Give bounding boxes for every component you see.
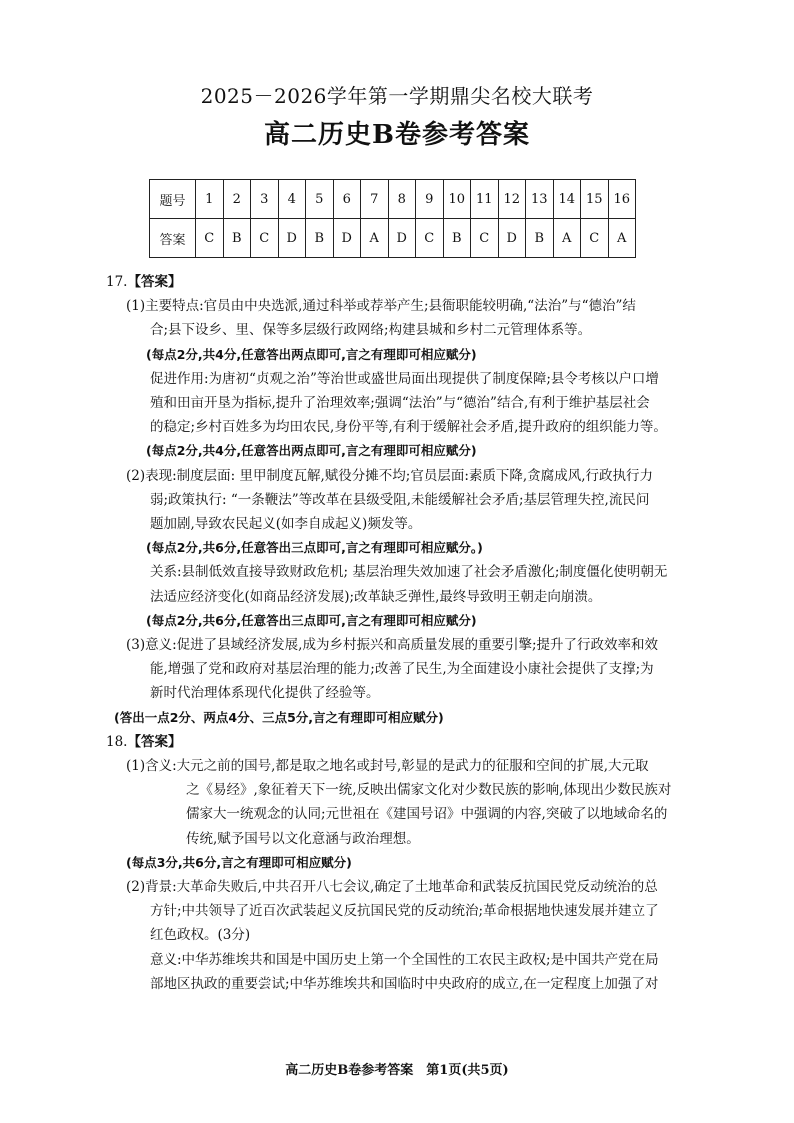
answer-body [106, 270, 696, 996]
question-number-cell: 12 [498, 180, 526, 219]
q18-part1-line: 之《易经》,象征着天下一统,反映出儒家文化对少数民族的影响,体现出少数民族对 [186, 782, 672, 799]
answer-label: 【答案】 [127, 274, 182, 290]
scoring-note: (答出一点2分、两点4分、三点5分,言之有理即可相应赋分) [114, 709, 444, 725]
scoring-note: (每点3分,共6分,言之有理即可相应赋分) [126, 854, 352, 870]
answer-cell: A [361, 219, 389, 258]
table-row-answers [150, 219, 636, 258]
q18-part1-line: 传统,赋予国号以文化意涵与政治理想。 [186, 830, 420, 847]
question-number-cell: 10 [443, 180, 471, 219]
q18-part2-line: 红色政权。(3分) [150, 927, 251, 944]
q17-part2b-line: 关系:县制低效直接导致财政危机; 基层治理失效加速了社会矛盾激化;制度僵化使明朝无 [150, 564, 668, 581]
question-number-cell: 9 [416, 180, 444, 219]
answer-cell: D [278, 219, 306, 258]
question-number-cell: 15 [581, 180, 609, 219]
question-number-cell: 14 [553, 180, 581, 219]
document-title: 高二历史B卷参考答案 [264, 120, 530, 150]
q17-part1-line: 合;县下设乡、里、保等多层级行政网络;构建县城和乡村二元管理体系等。 [150, 322, 592, 339]
q17-part2-line: (2)表现:制度层面: 里甲制度瓦解,赋役分摊不均;官员层面:素质下降,贪腐成风,行政执行力 [126, 467, 653, 484]
q17-part1b-line: 促进作用:为唐初“贞观之治”等治世或盛世局面出现提供了制度保障;县令考核以户口增 [150, 370, 659, 387]
answer-table [149, 179, 636, 258]
q18-part1-line: 儒家大一统观念的认同;元世祖在《建国号诏》中强调的内容,突破了以地域命名的 [186, 806, 668, 823]
question-number-cell: 11 [471, 180, 499, 219]
answer-cell: D [388, 219, 416, 258]
q17-part2-line: 弱;政策执行: “一条鞭法”等改革在县级受阻,未能缓解社会矛盾;基层管理失控,流民问 [150, 491, 650, 508]
answer-cell: B [223, 219, 251, 258]
q18-part2-line: 方针;中共领导了近百次武装起义反抗国民党的反动统治;革命根据地快速发展并建立了 [150, 903, 659, 920]
question-number-cell: 16 [608, 180, 636, 219]
q17-part3-line: 能,增强了党和政府对基层治理的能力;改善了民生,为全面建设小康社会提供了支撑;为 [150, 661, 654, 678]
scoring-note: (每点2分,共6分,任意答出三点即可,言之有理即可相应赋分) [146, 612, 477, 628]
q17-part1-line: (1)主要特点:官员由中央选派,通过科举或荐举产生;县衙职能较明确,“法治”与“德治”结 [126, 298, 636, 315]
question-number-cell: 5 [306, 180, 334, 219]
answer-cell: B [526, 219, 554, 258]
answer-cell: B [306, 219, 334, 258]
question-number-cell: 1 [196, 180, 224, 219]
table-header-cell: 答案 [150, 219, 196, 258]
answer-cell: C [416, 219, 444, 258]
answer-label: 【答案】 [127, 733, 182, 750]
q17-part3-line: 新时代治理体系现代化提供了经验等。 [150, 685, 380, 702]
q18-part2b-line: 部地区执政的重要尝试;中华苏维埃共和国临时中央政府的成立,在一定程度上加强了对 [150, 975, 659, 992]
question-number-cell: 13 [526, 180, 554, 219]
exam-title: 2025－2026学年第一学期鼎尖名校大联考 [200, 84, 594, 108]
question-number-cell: 7 [361, 180, 389, 219]
q17-part2-line: 题加剧,导致农民起义(如李自成起义)频发等。 [150, 516, 422, 533]
q18-heading [106, 730, 696, 754]
q18-part2-line: (2)背景:大革命失败后,中共召开八七会议,确定了土地革命和武装反抗国民党反动统治的总 [126, 879, 658, 896]
answer-cell: C [471, 219, 499, 258]
q17-part1b-line: 殖和田亩开垦为指标,提升了治理效率;强调“法治”与“德治”结合,有利于维护基层社会 [150, 395, 650, 412]
scoring-note: (每点2分,共4分,任意答出两点即可,言之有理即可相应赋分) [146, 346, 477, 362]
q17-part2b-line: 法适应经济变化(如商品经济发展);改革缺乏弹性,最终导致明王朝走向崩溃。 [150, 588, 602, 605]
table-header-cell: 题号 [150, 180, 196, 219]
q18-part1-line: (1)含义:大元之前的国号,都是取之地名或封号,彰显的是武力的征服和空间的扩展,大元取 [126, 758, 649, 775]
scoring-note: (每点2分,共6分,任意答出三点即可,言之有理即可相应赋分。) [146, 540, 483, 556]
question-number-cell: 8 [388, 180, 416, 219]
question-number-cell: 4 [278, 180, 306, 219]
answer-cell: C [581, 219, 609, 258]
q18-part2b-line: 意义:中华苏维埃共和国是中国历史上第一个全国性的工农民主政权;是中国共产党在局 [150, 951, 659, 968]
q17-part1b-line: 的稳定;乡村百姓多为均田农民,身份平等,有利于缓解社会矛盾,提升政府的组织能力等。 [150, 419, 667, 436]
answer-cell: A [608, 219, 636, 258]
answer-cell: C [251, 219, 279, 258]
q17-heading [106, 270, 696, 294]
question-number: 17. [106, 274, 128, 290]
table-row-numbers [150, 180, 636, 219]
question-number-cell: 6 [333, 180, 361, 219]
question-number-cell: 3 [251, 180, 279, 219]
q17-part3-line: (3)意义:促进了县域经济发展,成为乡村振兴和高质量发展的重要引擎;提升了行政效率和效 [126, 637, 659, 654]
answer-cell: A [553, 219, 581, 258]
question-number: 18. [106, 733, 128, 750]
page-footer: 高二历史B卷参考答案 第1页(共5页) [285, 1063, 509, 1078]
answer-cell: D [333, 219, 361, 258]
answer-cell: B [443, 219, 471, 258]
answer-cell: D [498, 219, 526, 258]
question-number-cell: 2 [223, 180, 251, 219]
scoring-note: (每点2分,共4分,任意答出两点即可,言之有理即可相应赋分) [146, 443, 477, 459]
answer-cell: C [196, 219, 224, 258]
